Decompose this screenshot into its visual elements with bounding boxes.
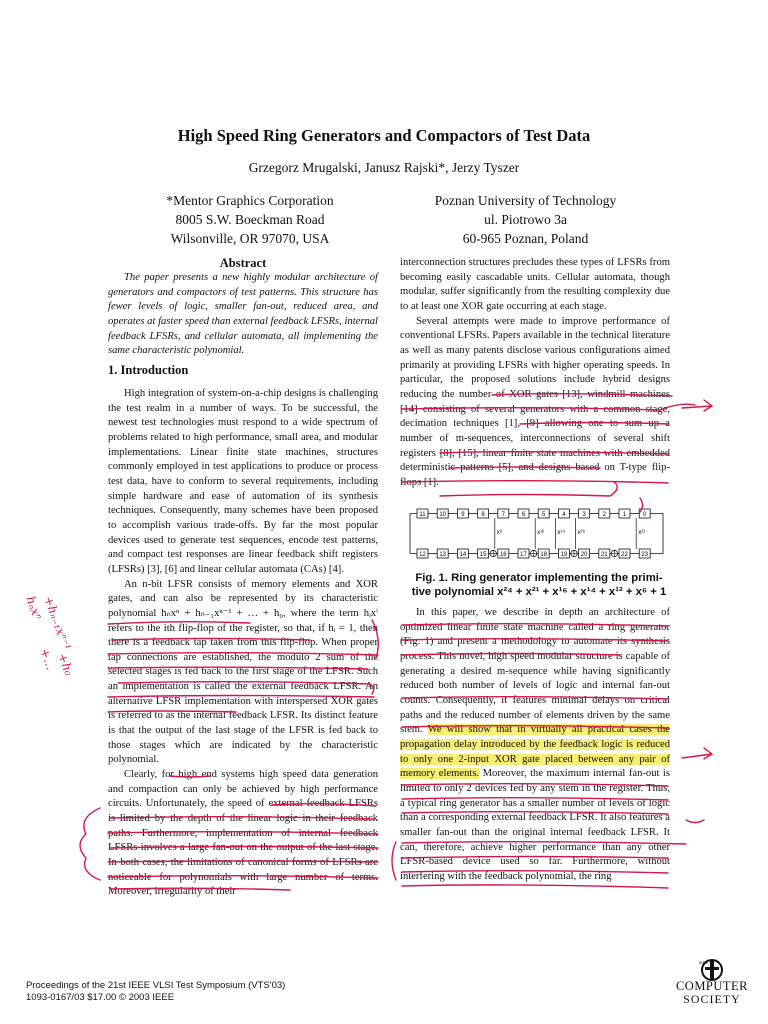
flip-flop-label: 21 <box>600 552 608 558</box>
flip-flop-label: 19 <box>560 552 568 558</box>
tap-label: x¹⁴ <box>557 530 565 536</box>
highlighted-text: We will show that in virtually all practical cases the propagation delay introduced by the feedback logic is reduced to only one 2-input XOR gate placed between any pair of memory elements. <box>400 724 670 780</box>
flip-flop-cell <box>417 509 428 518</box>
flip-flop-label: 16 <box>499 552 507 558</box>
introduction-body <box>108 387 378 900</box>
flip-flop-cell <box>457 549 468 558</box>
flip-flop-label: 0 <box>643 512 647 518</box>
flip-flop-cell <box>579 509 590 518</box>
margin-handwriting: +hₙ₋₁xⁿ⁻¹ <box>41 594 74 653</box>
flip-flop-cell <box>437 549 448 558</box>
margin-handwriting: hₙxⁿ <box>23 594 45 622</box>
flip-flop-label: 5 <box>542 512 546 518</box>
arrow-mark <box>682 748 712 759</box>
body-paragraph: High integration of system-on-a-chip designs is challenging the test realm in a number of ways. To be successful, the newest test technologies must respond to a wide spectrum of problems related to high performance, small area, and modular implementations. Linear finite state machines, structures commonly employed in test applications to produce or process test data, have to conform to several requirements, including simple hardware and ease of automation of its synthesis techniques. Consequently, many schemes have been proposed to accomplish various trade-offs. By far the most popular devices used to generate test sequences, encode test patterns, and compact test responses are linear feedback shift registers (LFSRs) [3], [6] and linear cellular automata (CAs) [4]. <box>108 388 378 575</box>
flip-flop-label: 2 <box>602 512 606 518</box>
xor-gate <box>530 550 536 556</box>
affiliation-left-line: *Mentor Graphics Corporation <box>166 193 334 208</box>
flip-flop-label: 10 <box>439 512 447 518</box>
author-list: Grzegorz Mrugalski, Janusz Rajski*, Jerzy Tyszer <box>248 160 520 175</box>
flip-flop-cell <box>538 549 549 558</box>
flip-flop-cell <box>599 509 610 518</box>
affiliation-right-line: 60-965 Poznan, Poland <box>462 231 589 246</box>
flip-flop-label: 4 <box>562 512 566 518</box>
flip-flop-label: 1 <box>622 512 627 518</box>
flip-flop-cell <box>599 549 610 558</box>
flip-flop-cell <box>498 549 509 558</box>
affiliation-right-line: Poznan University of Technology <box>434 193 617 208</box>
affiliation-left-line: 8005 S.W. Boeckman Road <box>175 212 325 227</box>
tap-label: x⁶ <box>496 530 503 536</box>
flip-flop-cell <box>478 509 489 518</box>
flip-flop-cell <box>518 509 529 518</box>
flip-flop-cell <box>579 549 590 558</box>
footer-line: 1093-0167/03 $17.00 © 2003 IEEE <box>26 992 175 1003</box>
affiliation-right <box>418 191 633 248</box>
body-paragraph: Clearly, for high end systems high speed data generation and compaction can only be achieved by high performance circuits. Unfortunately, the speed of external feedback LFSRs is limited by the depth of the linear logic in their feedback paths. Furthermore, implementation of internal feedback LFSRs involves a large fan-out on the output of the last stage. In both cases, the limitations of canonical forms of LFSRs are noticeable for polynomials with large number of terms. Moreover, irregularity of their <box>108 769 378 898</box>
flip-flop-label: 20 <box>580 552 588 558</box>
underline-mark <box>402 885 668 888</box>
tap-label: x²¹ <box>638 530 646 536</box>
figure-caption <box>410 571 668 599</box>
flip-flop-label: 14 <box>459 552 467 558</box>
affiliation-right-line: ul. Piotrowo 3a <box>484 212 567 227</box>
flip-flop-label: 8 <box>481 512 485 518</box>
xor-gate <box>571 550 577 556</box>
xor-gate <box>611 550 617 556</box>
flip-flop-cell <box>558 509 569 518</box>
body-paragraph: Several attempts were made to improve performance of conventional LFSRs. Papers available in the technical literature as well as many patents disclose various configurations aimed primarily at providing LFSRs with higher operating speeds. In particular, the proposed solutions include hybrid designs reducing the number of XOR gates [13], windmill machines [14] consisting of several generators with a common stage, decimation techniques [1], [9] allowing one to sum up a number of m-sequences, interconnections of several shift registers [8], [15], linear finite state machines with embedded deterministic patterns [5], and designs based on T-type flip-flops [1]. <box>400 315 670 488</box>
abstract-paragraph: The paper presents a new highly modular architecture of generators and compactors of test patterns. This structure has fewer levels of logic, smaller fan-out, reduced area, and operates at faster speed than external feedback LFSRs, internal feedback LFSRs, and cellular automata, all implementing the same characteristic polynomial. <box>108 272 378 357</box>
margin-handwriting: +… <box>37 646 58 672</box>
flip-flop-label: 13 <box>439 552 447 558</box>
right-column-top <box>400 256 670 491</box>
flip-flop-cell <box>619 549 630 558</box>
tap-label: x¹⁶ <box>577 530 586 536</box>
bracket-mark <box>392 842 396 880</box>
flip-flop-label: 23 <box>641 552 649 558</box>
flip-flop-cell <box>518 549 529 558</box>
computer-society-logo <box>672 958 752 1018</box>
footer-line: Proceedings of the 21st IEEE VLSI Test Symposium (VTS'03) <box>26 980 286 991</box>
flip-flop-label: 3 <box>582 512 586 518</box>
tick-mark <box>686 820 704 823</box>
flip-flop-label: 6 <box>521 512 526 518</box>
flip-flop-label: 15 <box>479 552 487 558</box>
logo-line: COMPUTER <box>675 979 749 993</box>
tap-label: x¹² <box>537 530 545 536</box>
logo-line: SOCIETY <box>683 992 741 1006</box>
flip-flop-cell <box>498 509 509 518</box>
flip-flop-label: 18 <box>540 552 548 558</box>
flip-flop-label: 11 <box>419 512 426 518</box>
proceedings-footer <box>26 980 285 1004</box>
figure-tap-labels <box>497 529 645 536</box>
flip-flop-label: 12 <box>419 552 426 558</box>
abstract-text <box>108 271 378 359</box>
figure-caption-line: tive polynomial x²⁴ + x²¹ + x¹⁶ + x¹⁴ + x¹² + x⁶ + 1 <box>411 586 667 598</box>
flip-flop-cell <box>437 509 448 518</box>
flip-flop-cell <box>619 509 630 518</box>
flip-flop-label: 22 <box>621 552 628 558</box>
body-text: Moreover, the maximum internal fan-out is limited to only 2 devices fed by any stem in the register. Thus, a typical ring generator has a smaller number of levels of logic than a corresponding external feedback LFSR. It also features a smaller fan-out than the original internal feedback LFSR. It can, therefore, achieve higher performance than any other LFSR-based device used so far. Furthermore, without interfering with the feedback polynomial, the ring <box>400 768 670 882</box>
flip-flop-cell <box>639 509 650 518</box>
flip-flop-cell <box>639 549 650 558</box>
figure-caption-line: Fig. 1. Ring generator implementing the primi- <box>415 572 663 584</box>
right-column-bottom <box>400 606 670 884</box>
arrow-mark <box>682 400 712 411</box>
abstract-heading: Abstract <box>219 256 267 270</box>
flip-flop-label: 17 <box>520 552 527 558</box>
body-paragraph <box>400 606 670 884</box>
flip-flop-cell <box>538 509 549 518</box>
flip-flop-label: 9 <box>461 512 465 518</box>
logo-small-text: IEEE <box>699 960 709 965</box>
affiliation-left-line: Wilsonville, OR 97070, USA <box>170 231 330 246</box>
margin-handwriting: +h₀ <box>55 651 77 678</box>
flip-flop-cell <box>457 509 468 518</box>
paper-title: High Speed Ring Generators and Compactors of Test Data <box>177 126 591 145</box>
ring-generator-figure <box>405 500 667 566</box>
flip-flop-cell <box>478 549 489 558</box>
bracket-mark <box>80 808 100 880</box>
xor-gate <box>490 550 496 556</box>
flip-flop-cell <box>558 549 569 558</box>
body-text: In this paper, we describe in depth an architecture of optimized linear finite state machine called a ring generator (Fig. 1) and present a methodology to automate its synthesis process. This novel, high speed modular structure is capable of generating a desired m-sequence while having significantly reduced both number of levels of logic and internal fan-out counts. Consequently, it features minimal delays on critical paths and the reduced number of elements driven by the same stem. <box>400 607 670 736</box>
section-heading-introduction: 1. Introduction <box>108 363 189 377</box>
body-paragraph: interconnection structures precludes these types of LFSRs from becoming easily cascadable units. Cellular automata, though modular, suffer significantly from the resulting complexity due to at least one XOR gate occurring at each stage. <box>400 257 670 312</box>
affiliation-left <box>150 191 350 248</box>
flip-flop-label: 7 <box>501 512 505 518</box>
flip-flop-cell <box>417 549 428 558</box>
body-paragraph: An n-bit LFSR consists of memory elements and XOR gates, and can also be represented by its characteristic polynomial hₙxⁿ + hₙ₋₁xⁿ⁻¹ + … + h₀, where the term hᵢxⁱ refers to the ith flip-flop of the register, so that, if hᵢ = 1, then there is a feedback tap taken from this flip-flop. When proper tap connections are established, the modulo 2 sum of the selected stages is fed back to the first stage of the LFSR. Such an implementation is called the external feedback LFSR. An alternative LFSR implementation with interspersed XOR gates is referred to as the internal feedback LFSR. Its distinct feature is that the output of the last stage of the LFSR is fed back to those stages which are indicated by the characteristic polynomial. <box>108 578 378 766</box>
ieee-emblem-icon <box>699 958 725 982</box>
